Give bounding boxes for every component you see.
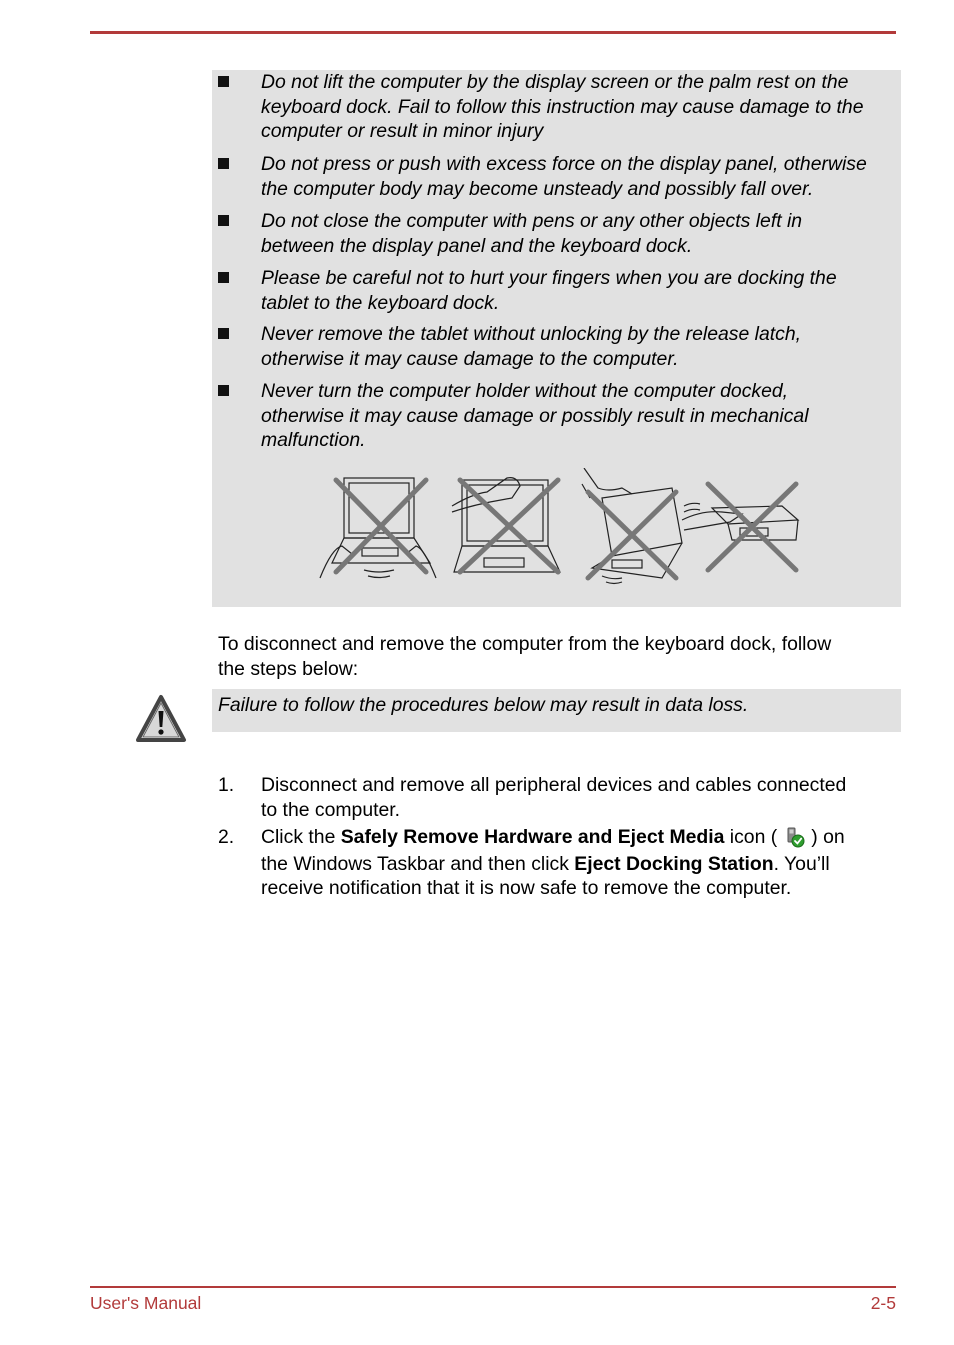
footer-manual-title: User's Manual: [90, 1293, 202, 1313]
step-line: receive notification that it is now safe to remove the computer.: [261, 877, 792, 900]
intro-paragraph: To disconnect and remove the computer from the keyboard dock, follow the steps below:: [218, 633, 832, 680]
step-line: [261, 852, 891, 877]
bullet-text: Please be careful not to hurt your fingers when you are docking the tablet to the keyboard dock.: [261, 267, 837, 314]
step-text-fragment: . You’ll: [773, 852, 830, 875]
bullet-text: Never turn the computer holder without the computer docked, otherwise it may cause damage or possibly result in mechanical malfunction.: [261, 380, 809, 452]
bullet-square-icon: [218, 158, 229, 169]
laptop-flat-icon: [682, 503, 798, 540]
safely-remove-hardware-label: Safely Remove Hardware and Eject Media: [340, 826, 725, 848]
step-text-fragment: the Windows Taskbar and then click: [261, 852, 575, 875]
step-text: [261, 773, 891, 822]
bullet-text: Do not lift the computer by the display screen or the palm rest on the keyboard dock. Fail to follow this instruction may cause damage to the computer or result in minor injury: [261, 71, 864, 143]
warning-triangle-icon: [135, 693, 187, 745]
safely-remove-hardware-icon: [783, 826, 805, 848]
eject-docking-station-label: Eject Docking Station: [574, 852, 774, 875]
step-text-fragment: icon (: [724, 826, 778, 848]
step-text-fragment: Click the: [261, 826, 341, 848]
caution-box: [212, 70, 901, 607]
bullet-square-icon: [218, 215, 229, 226]
step-text: [261, 825, 891, 901]
step-line: [261, 825, 891, 850]
step-number: 1.: [218, 774, 235, 796]
bullet-square-icon: [218, 385, 229, 396]
step-number: 2.: [218, 826, 235, 848]
step-text-fragment: ) on: [811, 826, 845, 848]
bullet-square-icon: [218, 328, 229, 339]
bullet-text: Never remove the tablet without unlocking by the release latch, otherwise it may cause damage to the computer.: [261, 323, 802, 370]
page-number: 2-5: [870, 1293, 896, 1313]
bullet-square-icon: [218, 76, 229, 87]
step-line: Disconnect and remove all peripheral devices and cables connected: [261, 774, 847, 796]
bullet-text: Do not close the computer with pens or any other objects left in between the display panel and the keyboard dock.: [261, 210, 803, 257]
warning-text: Failure to follow the procedures below may result in data loss.: [218, 694, 749, 716]
bullet-square-icon: [218, 272, 229, 283]
step-line: to the computer.: [261, 798, 401, 821]
warning-box: [212, 689, 901, 732]
bullet-text: Do not press or push with excess force on the display panel, otherwise the computer body may become unsteady and possibly fall over.: [261, 153, 867, 200]
improper-handling-illustration: [312, 468, 802, 588]
header-rule: [90, 31, 896, 34]
footer-rule: [90, 1286, 896, 1288]
